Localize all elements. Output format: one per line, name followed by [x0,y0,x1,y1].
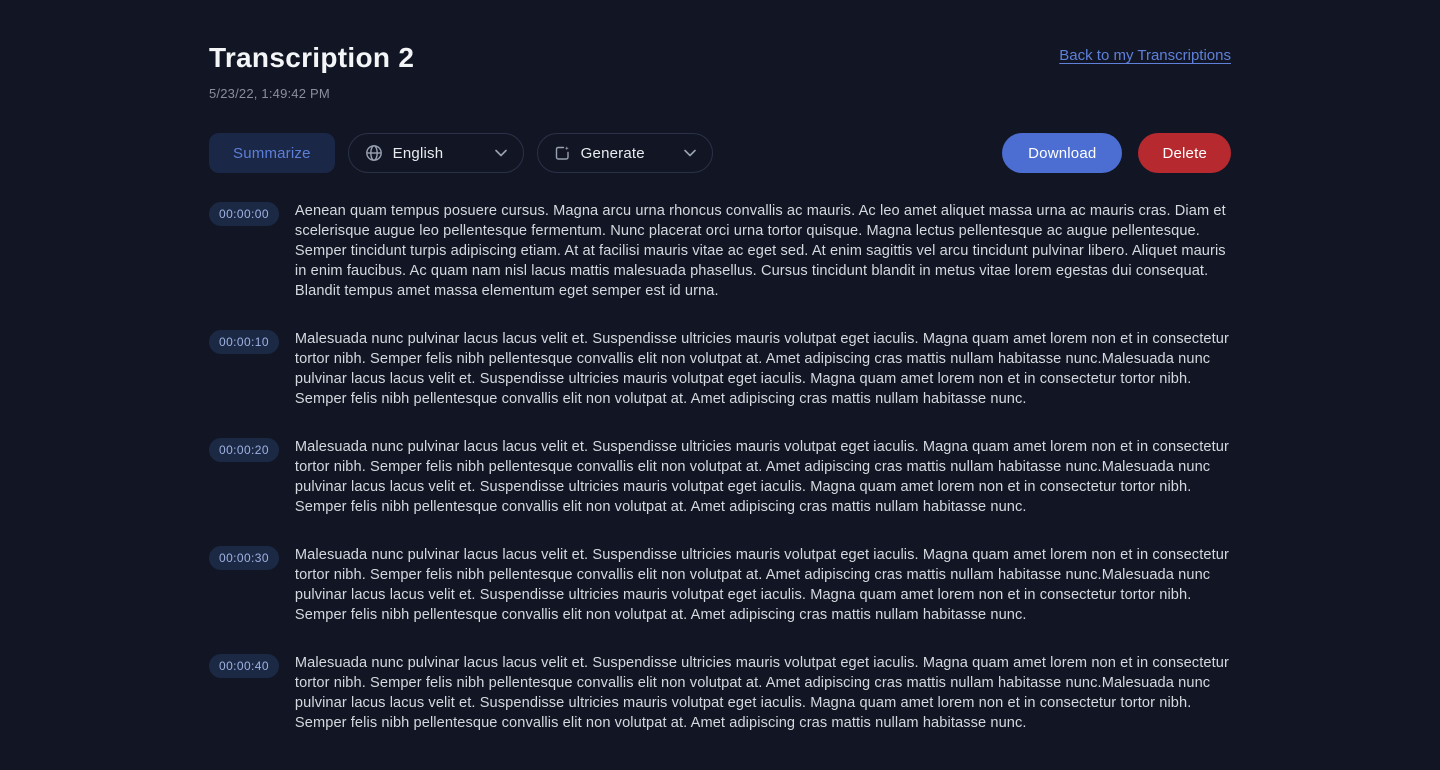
globe-icon [365,144,383,162]
title-block [209,42,414,101]
transcript-list [209,201,1231,733]
timestamp-badge: 00:00:00 [209,202,279,226]
toolbar-left-group [209,133,713,173]
generate-dropdown-label: Generate [580,144,645,162]
chevron-down-icon [495,149,507,157]
timestamp-badge: 00:00:30 [209,546,279,570]
transcription-page [209,0,1231,733]
transcript-text: Aenean quam tempus posuere cursus. Magna arcu urna rhoncus convallis ac mauris. Ac leo amet aliquet massa urna ac mauris cras. Diam et scelerisque augue leo pellentesque fermentum. Nunc placerat orci urna tortor quisque. Magna lectus pellentesque ac augue pellentesque. Semper tincidunt turpis adipiscing etiam. At at facilisi mauris vitae ac eget sed. At enim sagittis vel arcu tincidunt pulvinar libero. Aliquet mauris in enim faucibus. Ac quam nam nisl lacus mattis malesuada phasellus. Cursus tincidunt blandit in metus vitae lorem egestas dui consequat. Blandit tempus amet massa elementum eget semper est id urna. [294,203,1226,299]
summarize-button[interactable]: Summarize [209,133,335,173]
back-to-transcriptions-link[interactable]: Back to my Transcriptions [1059,47,1231,64]
language-dropdown-value: English [392,144,444,162]
transcript-entry [209,653,1231,733]
generate-dropdown[interactable] [537,133,713,173]
delete-button[interactable]: Delete [1138,133,1231,173]
creation-timestamp: 5/23/22, 1:49:42 PM [209,86,330,101]
transcript-entry [209,545,1231,625]
timestamp-badge: 00:00:40 [209,654,279,678]
page-title: Transcription 2 [209,42,415,73]
transcript-entry [209,201,1231,301]
chevron-down-icon [684,149,696,157]
transcript-entry [209,437,1231,517]
transcript-text: Malesuada nunc pulvinar lacus lacus velit et. Suspendisse ultricies mauris volutpat eget iaculis. Magna quam amet lorem non et in consectetur tortor nibh. Semper felis nibh pellentesque convallis elit non volutpat at. Amet adipiscing cras mattis nullam habitasse nunc.Malesuada nunc pulvinar lacus lacus velit et. Suspendisse ultricies mauris volutpat eget iaculis. Magna quam amet lorem non et in consectetur tortor nibh. Semper felis nibh pellentesque convallis elit non volutpat at. Amet adipiscing cras mattis nullam habitasse nunc. [294,331,1229,407]
toolbar-right-group [1002,133,1231,173]
transcript-text: Malesuada nunc pulvinar lacus lacus velit et. Suspendisse ultricies mauris volutpat eget iaculis. Magna quam amet lorem non et in consectetur tortor nibh. Semper felis nibh pellentesque convallis elit non volutpat at. Amet adipiscing cras mattis nullam habitasse nunc.Malesuada nunc pulvinar lacus lacus velit et. Suspendisse ultricies mauris volutpat eget iaculis. Magna quam amet lorem non et in consectetur tortor nibh. Semper felis nibh pellentesque convallis elit non volutpat at. Amet adipiscing cras mattis nullam habitasse nunc. [294,655,1229,731]
timestamp-badge: 00:00:10 [209,330,279,354]
toolbar [209,133,1231,173]
download-button[interactable]: Download [1002,133,1122,173]
generate-icon [554,145,571,162]
page-header [209,42,1231,101]
transcript-text: Malesuada nunc pulvinar lacus lacus velit et. Suspendisse ultricies mauris volutpat eget iaculis. Magna quam amet lorem non et in consectetur tortor nibh. Semper felis nibh pellentesque convallis elit non volutpat at. Amet adipiscing cras mattis nullam habitasse nunc.Malesuada nunc pulvinar lacus lacus velit et. Suspendisse ultricies mauris volutpat eget iaculis. Magna quam amet lorem non et in consectetur tortor nibh. Semper felis nibh pellentesque convallis elit non volutpat at. Amet adipiscing cras mattis nullam habitasse nunc. [294,439,1229,515]
language-dropdown[interactable] [348,133,524,173]
transcript-text: Malesuada nunc pulvinar lacus lacus velit et. Suspendisse ultricies mauris volutpat eget iaculis. Magna quam amet lorem non et in consectetur tortor nibh. Semper felis nibh pellentesque convallis elit non volutpat at. Amet adipiscing cras mattis nullam habitasse nunc.Malesuada nunc pulvinar lacus lacus velit et. Suspendisse ultricies mauris volutpat eget iaculis. Magna quam amet lorem non et in consectetur tortor nibh. Semper felis nibh pellentesque convallis elit non volutpat at. Amet adipiscing cras mattis nullam habitasse nunc. [294,547,1229,623]
transcript-entry [209,329,1231,409]
timestamp-badge: 00:00:20 [209,438,279,462]
